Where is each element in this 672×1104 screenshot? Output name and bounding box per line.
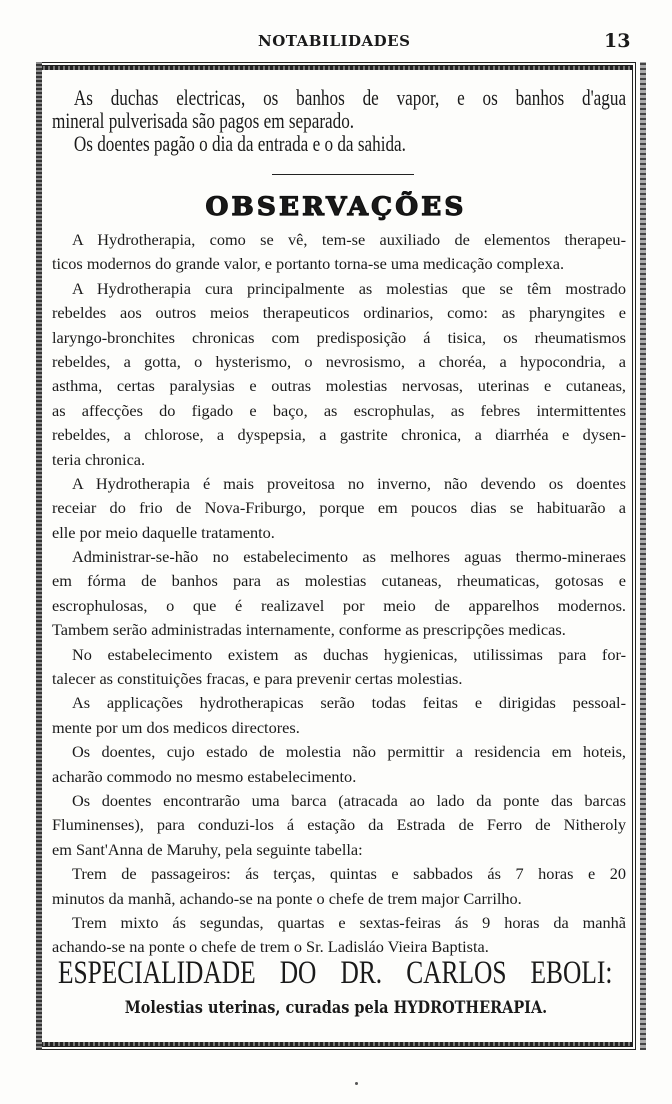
paragraph-line: receiar do frio de Nova-Friburgo, porque em poucos dias se habituarão a	[52, 498, 626, 518]
paragraph-line: escrophulosas, o que é realizavel por meio de apparelhos modernos.	[52, 595, 626, 615]
paragraph-line: rebeldes, a chlorose, a dyspepsia, a gastrite chronica, a diarrhéa e dysen-	[52, 425, 626, 445]
paragraph-line: achando-se na ponte o chefe de trem o Sr. Ladisláo Vieira Baptista.	[52, 937, 489, 957]
paragraph-line: em fórma de banhos para as molestias cutaneas, rheumaticas, gotosas e	[52, 571, 626, 591]
paragraph-line: em Sant'Anna de Maruhy, pela seguinte tabella:	[52, 839, 363, 859]
paragraph-line: Tambem serão administradas internamente, conforme as prescripções medicas.	[52, 620, 566, 640]
page-number: 13	[604, 30, 631, 52]
paragraph-line: asthma, certas paralysias e outras molestias nervosas, uterinas e cutaneas,	[52, 376, 626, 396]
paragraph-line: Trem mixto ás segundas, quartas e sextas-feiras ás 9 horas da manhã	[72, 912, 626, 932]
paragraph-line: ticos modernos do grande valor, e portanto torna-se uma medicação complexa.	[52, 254, 565, 274]
running-header	[0, 30, 672, 54]
intro-line: As duchas electricas, os banhos de vapor, e os banhos d'agua	[73, 85, 627, 110]
specialty-subtitle: Molestias uterinas, curadas pela HYDROTHERAPIA.	[124, 998, 548, 1018]
paragraph-line: As applicações hydrotherapicas serão todas feitas e dirigidas pessoal-	[72, 693, 626, 713]
intro-line: mineral pulverisada são pagos em separado.	[52, 108, 355, 133]
intro-line: Os doentes pagão o dia da entrada e o da sahida.	[73, 131, 406, 156]
running-title: NOTABILIDADES	[258, 32, 411, 50]
paragraph-line: acharão commodo no mesmo estabelecimento.	[52, 766, 357, 786]
separator-rule	[272, 174, 414, 175]
paragraph-line: Os doentes, cujo estado de molestia não permittir a residencia em hoteis,	[72, 742, 626, 762]
pricing-note	[52, 86, 626, 155]
paragraph-line: rebeldes aos outros meios therapeuticos ordinarios, como: as pharyngites e	[52, 303, 626, 323]
paragraph-line: talecer as constituições fracas, e para prevenir certas molestias.	[52, 669, 463, 689]
specialty-title: ESPECIALIDADE DO DR. CARLOS EBOLI:	[58, 955, 613, 991]
paragraph-line: rebeldes, a gotta, o hysterismo, o nevrosismo, a choréa, a hypocondria, a	[52, 351, 626, 371]
section-title: OBSERVAÇÕES	[205, 192, 467, 221]
paragraph-line: A Hydrotherapia, como se vê, tem-se auxiliado de elementos therapeu-	[72, 230, 626, 249]
paragraph-line: Administrar-se-hão no estabelecimento as melhores aguas thermo-mineraes	[72, 547, 626, 567]
paragraph-line: minutos da manhã, achando-se na ponte o chefe de trem major Carrilho.	[52, 888, 522, 908]
paragraph-line: laryngo-bronchites chronicas com predisposição á tisica, os rheumatismos	[52, 327, 626, 347]
paragraph-line: elle por meio daquelle tratamento.	[52, 522, 275, 542]
paragraph-line: Os doentes encontrarão uma barca (atracada ao lado da ponte das barcas	[72, 790, 626, 810]
paragraph-line: mente por um dos medicos directores.	[52, 717, 300, 737]
observations-body	[52, 228, 626, 960]
paragraph-line: A Hydrotherapia cura principalmente as molestias que se têm mostrado	[72, 278, 626, 298]
paragraph-line: No estabelecimento existem as duchas hygienicas, utilissimas para for-	[72, 644, 626, 664]
paragraph-line: Trem de passageiros: ás terças, quintas e sabbados ás 7 horas e 20	[72, 864, 626, 884]
scan-speck	[355, 1082, 358, 1085]
paragraph-line: Fluminenses), para conduzi-los á estação da Estrada de Ferro de Nitheroly	[52, 815, 626, 835]
paragraph-line: teria chronica.	[52, 449, 146, 469]
paragraph-line: A Hydrotherapia é mais proveitosa no inverno, não devendo os doentes	[72, 473, 626, 493]
paragraph-line: as affecções do figado e baço, as escrophulas, as febres intermittentes	[52, 400, 626, 420]
